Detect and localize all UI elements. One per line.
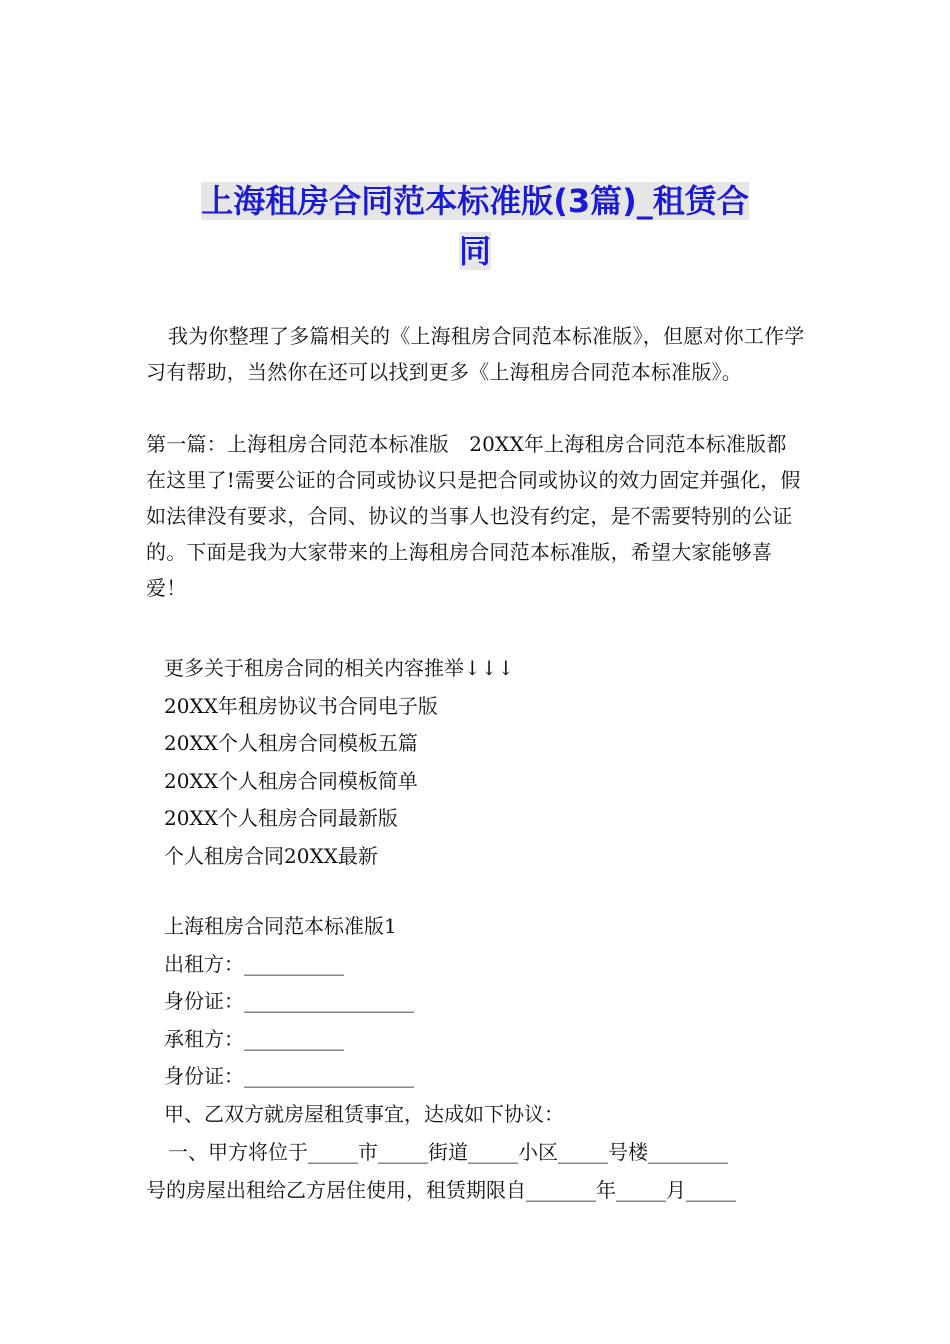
lessee-field: 承租方：__________ — [164, 1026, 344, 1051]
title-line-1: 上海租房合同范本标准版(3篇)_租赁合 — [201, 182, 749, 220]
lessor-id-field: 身份证：_________________ — [164, 989, 414, 1013]
recommend-link[interactable]: 20XX年租房协议书合同电子版 — [164, 693, 438, 718]
first-article-paragraph: 第一篇：上海租房合同范本标准版 20XX年上海租房合同范本标准版都在这里了!需要公证的合同或协议只是把合同或协议的效力固定并强化，假如法律没有要求，合同、协议的当事人也没有约定，是不需要特别的公证的。下面是我为大家带来的上海租房合同范本标准版，希望大家能够喜爱！ — [146, 432, 801, 600]
document-title — [140, 176, 810, 276]
lessee-id-field: 身份证：_________________ — [164, 1064, 414, 1088]
recommend-list — [164, 650, 804, 875]
recommend-link[interactable]: 20XX个人租房合同模板五篇 — [164, 731, 418, 755]
clause-1-line-1: 一、甲方将位于_____市_____街道_____小区_____号楼________ — [168, 1140, 728, 1164]
contract-heading: 上海租房合同范本标准版1 — [164, 914, 397, 938]
recommend-link[interactable]: 20XX个人租房合同最新版 — [164, 806, 398, 830]
contract-section — [164, 908, 804, 1133]
clause-1-line-2: 号的房屋出租给乙方居住使用，租赁期限自_______年_____月_____ — [146, 1178, 736, 1202]
title-line-2: 同 — [458, 232, 491, 270]
agreement-statement: 甲、乙双方就房屋租赁事宜，达成如下协议： — [164, 1101, 564, 1126]
lessor-field: 出租方：__________ — [164, 951, 344, 976]
clause-1 — [146, 1133, 806, 1209]
intro-paragraph: 我为你整理了多篇相关的《上海租房合同范本标准版》，但愿对你工作学习有帮助，当然你在还可以找到更多《上海租房合同范本标准版》。 — [146, 324, 805, 384]
recommend-heading: 更多关于租房合同的相关内容推举↓↓↓ — [164, 656, 515, 680]
recommend-link[interactable]: 个人租房合同20XX最新 — [164, 843, 378, 868]
recommend-link[interactable]: 20XX个人租房合同模板简单 — [164, 768, 418, 793]
